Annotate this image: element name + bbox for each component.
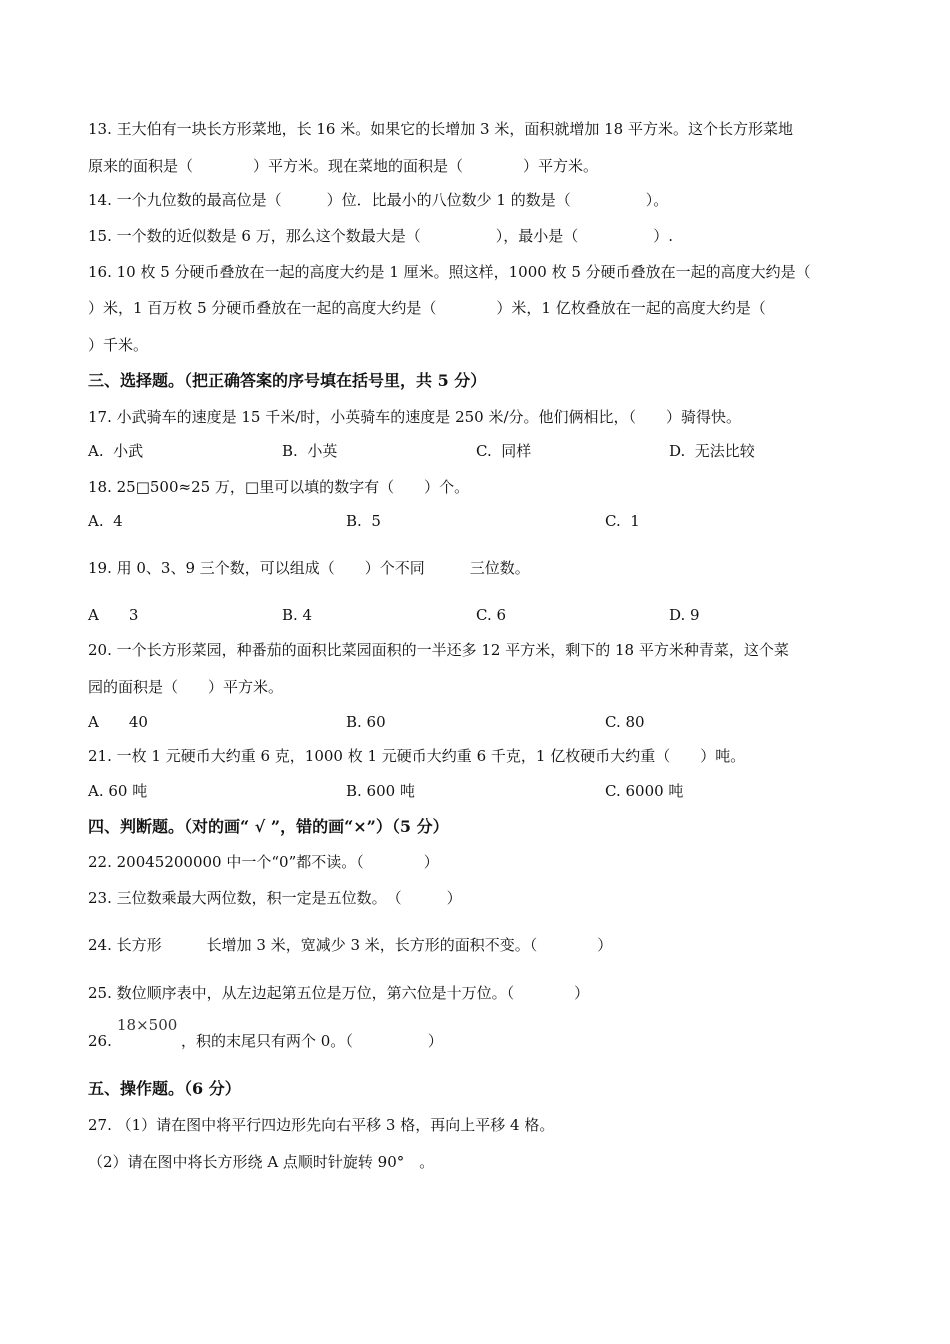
- section-4-heading: 四、判断题。（对的画“ √ ”，错的画“×”）（5 分）: [88, 817, 449, 836]
- q15: 15. 一个数的近似数是 6 万，那么这个数最大是（ ），最小是（ ）.: [88, 227, 673, 245]
- q21: 21. 一枚 1 元硬币大约重 6 克，1000 枚 1 元硬币大约重 6 千克，1 亿枚硬币大约重（ ）吨。: [88, 747, 746, 765]
- q19-option-a: A 3: [88, 606, 139, 624]
- q18-option-b: B. 5: [346, 512, 381, 530]
- q21-option-a: A. 60 吨: [88, 782, 148, 800]
- q20-line2: 园的面积是（ ）平方米。: [88, 678, 284, 696]
- q24: 24. 长方形 长增加 3 米，宽减少 3 米，长方形的面积不变。（ ）: [88, 936, 613, 954]
- q13-line1: 13. 王大伯有一块长方形菜地，长 16 米。如果它的长增加 3 米，面积就增加 18 平方米。这个长方形菜地: [88, 120, 793, 138]
- q26-text: ，积的末尾只有两个 0。（ ）: [181, 1032, 443, 1050]
- q23: 23. 三位数乘最大两位数，积一定是五位数。 （ ）: [88, 889, 462, 907]
- q17-option-c: C. 同样: [476, 442, 532, 460]
- section-3-heading: 三、选择题。（把正确答案的序号填在括号里，共 5 分）: [88, 371, 487, 390]
- q21-option-c: C. 6000 吨: [605, 782, 684, 800]
- q17-option-b: B. 小英: [282, 442, 338, 460]
- q18-option-c: C. 1: [605, 512, 640, 530]
- q19-option-c: C. 6: [476, 606, 507, 624]
- q18-option-a: A. 4: [88, 512, 123, 530]
- q21-option-b: B. 600 吨: [346, 782, 415, 800]
- q26-number: 26.: [88, 1032, 112, 1050]
- section-5-heading: 五、操作题。（6 分）: [88, 1079, 241, 1098]
- q20-option-a: A 40: [88, 713, 148, 731]
- q17: 17. 小武骑车的速度是 15 千米/时，小英骑车的速度是 250 米/分。他们俩相比，（ ）骑得快。: [88, 408, 742, 426]
- q25: 25. 数位顺序表中，从左边起第五位是万位，第六位是十万位。（ ）: [88, 984, 590, 1002]
- q20-option-c: C. 80: [605, 713, 645, 731]
- q27-line2: （2）请在图中将长方形绕 A 点顺时针旋转 90° 。: [88, 1153, 435, 1171]
- q14: 14. 一个九位数的最高位是（ ）位．比最小的八位数少 1 的数是（ ）。: [88, 191, 669, 209]
- q20-option-b: B. 60: [346, 713, 386, 731]
- q17-option-d: D. 无法比较: [669, 442, 755, 460]
- q19: 19. 用 0、3、9 三个数，可以组成（ ）个不同 三位数。: [88, 559, 530, 577]
- q18: 18. 25□500≈25 万，□里可以填的数字有（ ）个。: [88, 478, 470, 496]
- q13-line2: 原来的面积是（ ）平方米。现在菜地的面积是（ ）平方米。: [88, 157, 599, 175]
- q19-option-b: B. 4: [282, 606, 313, 624]
- q26-expression: 18×500: [117, 1016, 178, 1034]
- q22: 22. 20045200000 中一个“0”都不读。（ ）: [88, 853, 439, 871]
- q20-line1: 20. 一个长方形菜园，种番茄的面积比菜园面积的一半还多 12 平方米，剩下的 18 平方米种青菜，这个菜: [88, 641, 789, 659]
- q16-line1: 16. 10 枚 5 分硬币叠放在一起的高度大约是 1 厘米。照这样，1000 枚 5 分硬币叠放在一起的高度大约是（: [88, 263, 811, 281]
- q16-line3: ）千米。: [88, 336, 149, 354]
- q17-option-a: A. 小武: [88, 442, 144, 460]
- q19-option-d: D. 9: [669, 606, 700, 624]
- q16-line2: ）米，1 百万枚 5 分硬币叠放在一起的高度大约是（ ）米，1 亿枚叠放在一起的高度大约是（: [88, 299, 766, 317]
- q27-line1: 27. （1）请在图中将平行四边形先向右平移 3 格，再向上平移 4 格。: [88, 1116, 555, 1134]
